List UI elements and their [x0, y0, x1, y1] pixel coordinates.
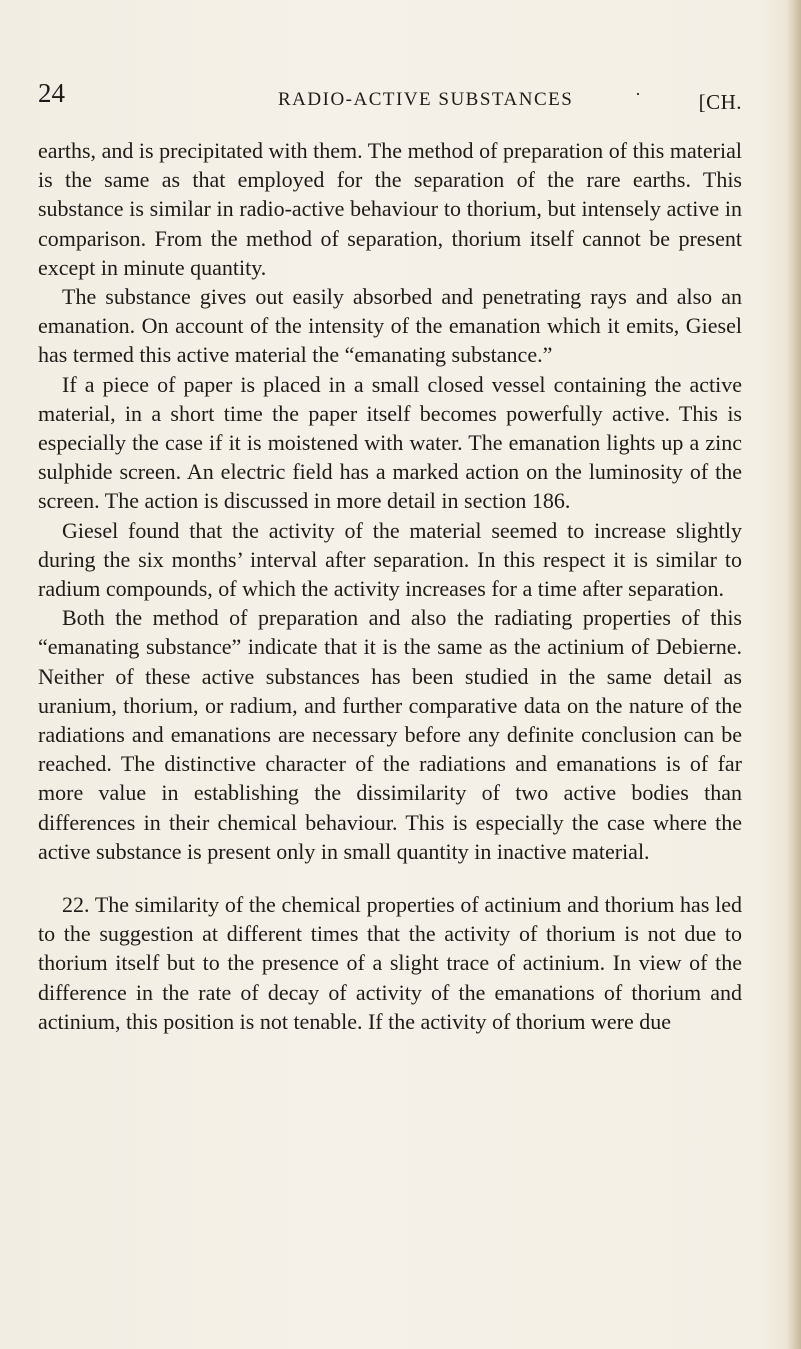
section-22-paragraph: 22. The similarity of the chemical properties of actinium and thorium has led to the suggestion at different times that the activity of thorium is not due to thorium itself but to the presence of a slight trace of actinium. In view of the difference in the rate of decay of activity of the emanations of thorium and actinium, this position is not tenable. If the activity of thorium were due [38, 892, 742, 1034]
page-number: 24 [38, 78, 65, 108]
running-title: RADIO-ACTIVE SUBSTANCES [278, 89, 574, 110]
paragraph: The substance gives out easily absorbed and penetrating rays and also an emanation. On account of the intensity of the emanation which it emits, Giesel has termed this active material the “emanating substance.” [38, 284, 742, 368]
paragraph: If a piece of paper is placed in a small closed vessel containing the active material, in a short time the paper itself becomes powerfully active. This is especially the case if it is moistened with water. The emanation lights up a zinc sulphide screen. An electric field has a marked action on the luminosity of the screen. The action is discussed in more detail in section 186. [38, 371, 742, 514]
chapter-marker: [CH. [698, 90, 742, 114]
paragraph: Giesel found that the activity of the material seemed to increase slightly during the six months’ interval after separation. In this respect it is similar to radium compounds, of which the activity increases for a time after separation. [38, 517, 742, 602]
header-separator: · [635, 84, 641, 104]
running-header [38, 78, 742, 112]
body-text [38, 136, 742, 1036]
page-edge-shadow [787, 0, 801, 1349]
paragraph-continuation: earths, and is precipitated with them. The method of preparation of this material is the same as that employed for the separation of the rare earths. This substance is similar in radio-active behaviour to thorium, but intensely active in comparison. From the method of separation, thorium itself cannot be present except in minute quantity. [38, 138, 742, 280]
paragraph: Both the method of preparation and also the radiating properties of this “emanating substance” indicate that it is the same as the actinium of Debierne. Neither of these active substances has been studied in the same detail as uranium, thorium, or radium, and further comparative data on the nature of the radiations and emanations are necessary before any definite conclusion can be reached. The distinctive character of the radiations and emanations is of far more value in establishing the dissimilarity of two active bodies than differences in their chemical behaviour. This is especially the case where the active substance is present only in small quantity in inactive material. [38, 605, 742, 864]
